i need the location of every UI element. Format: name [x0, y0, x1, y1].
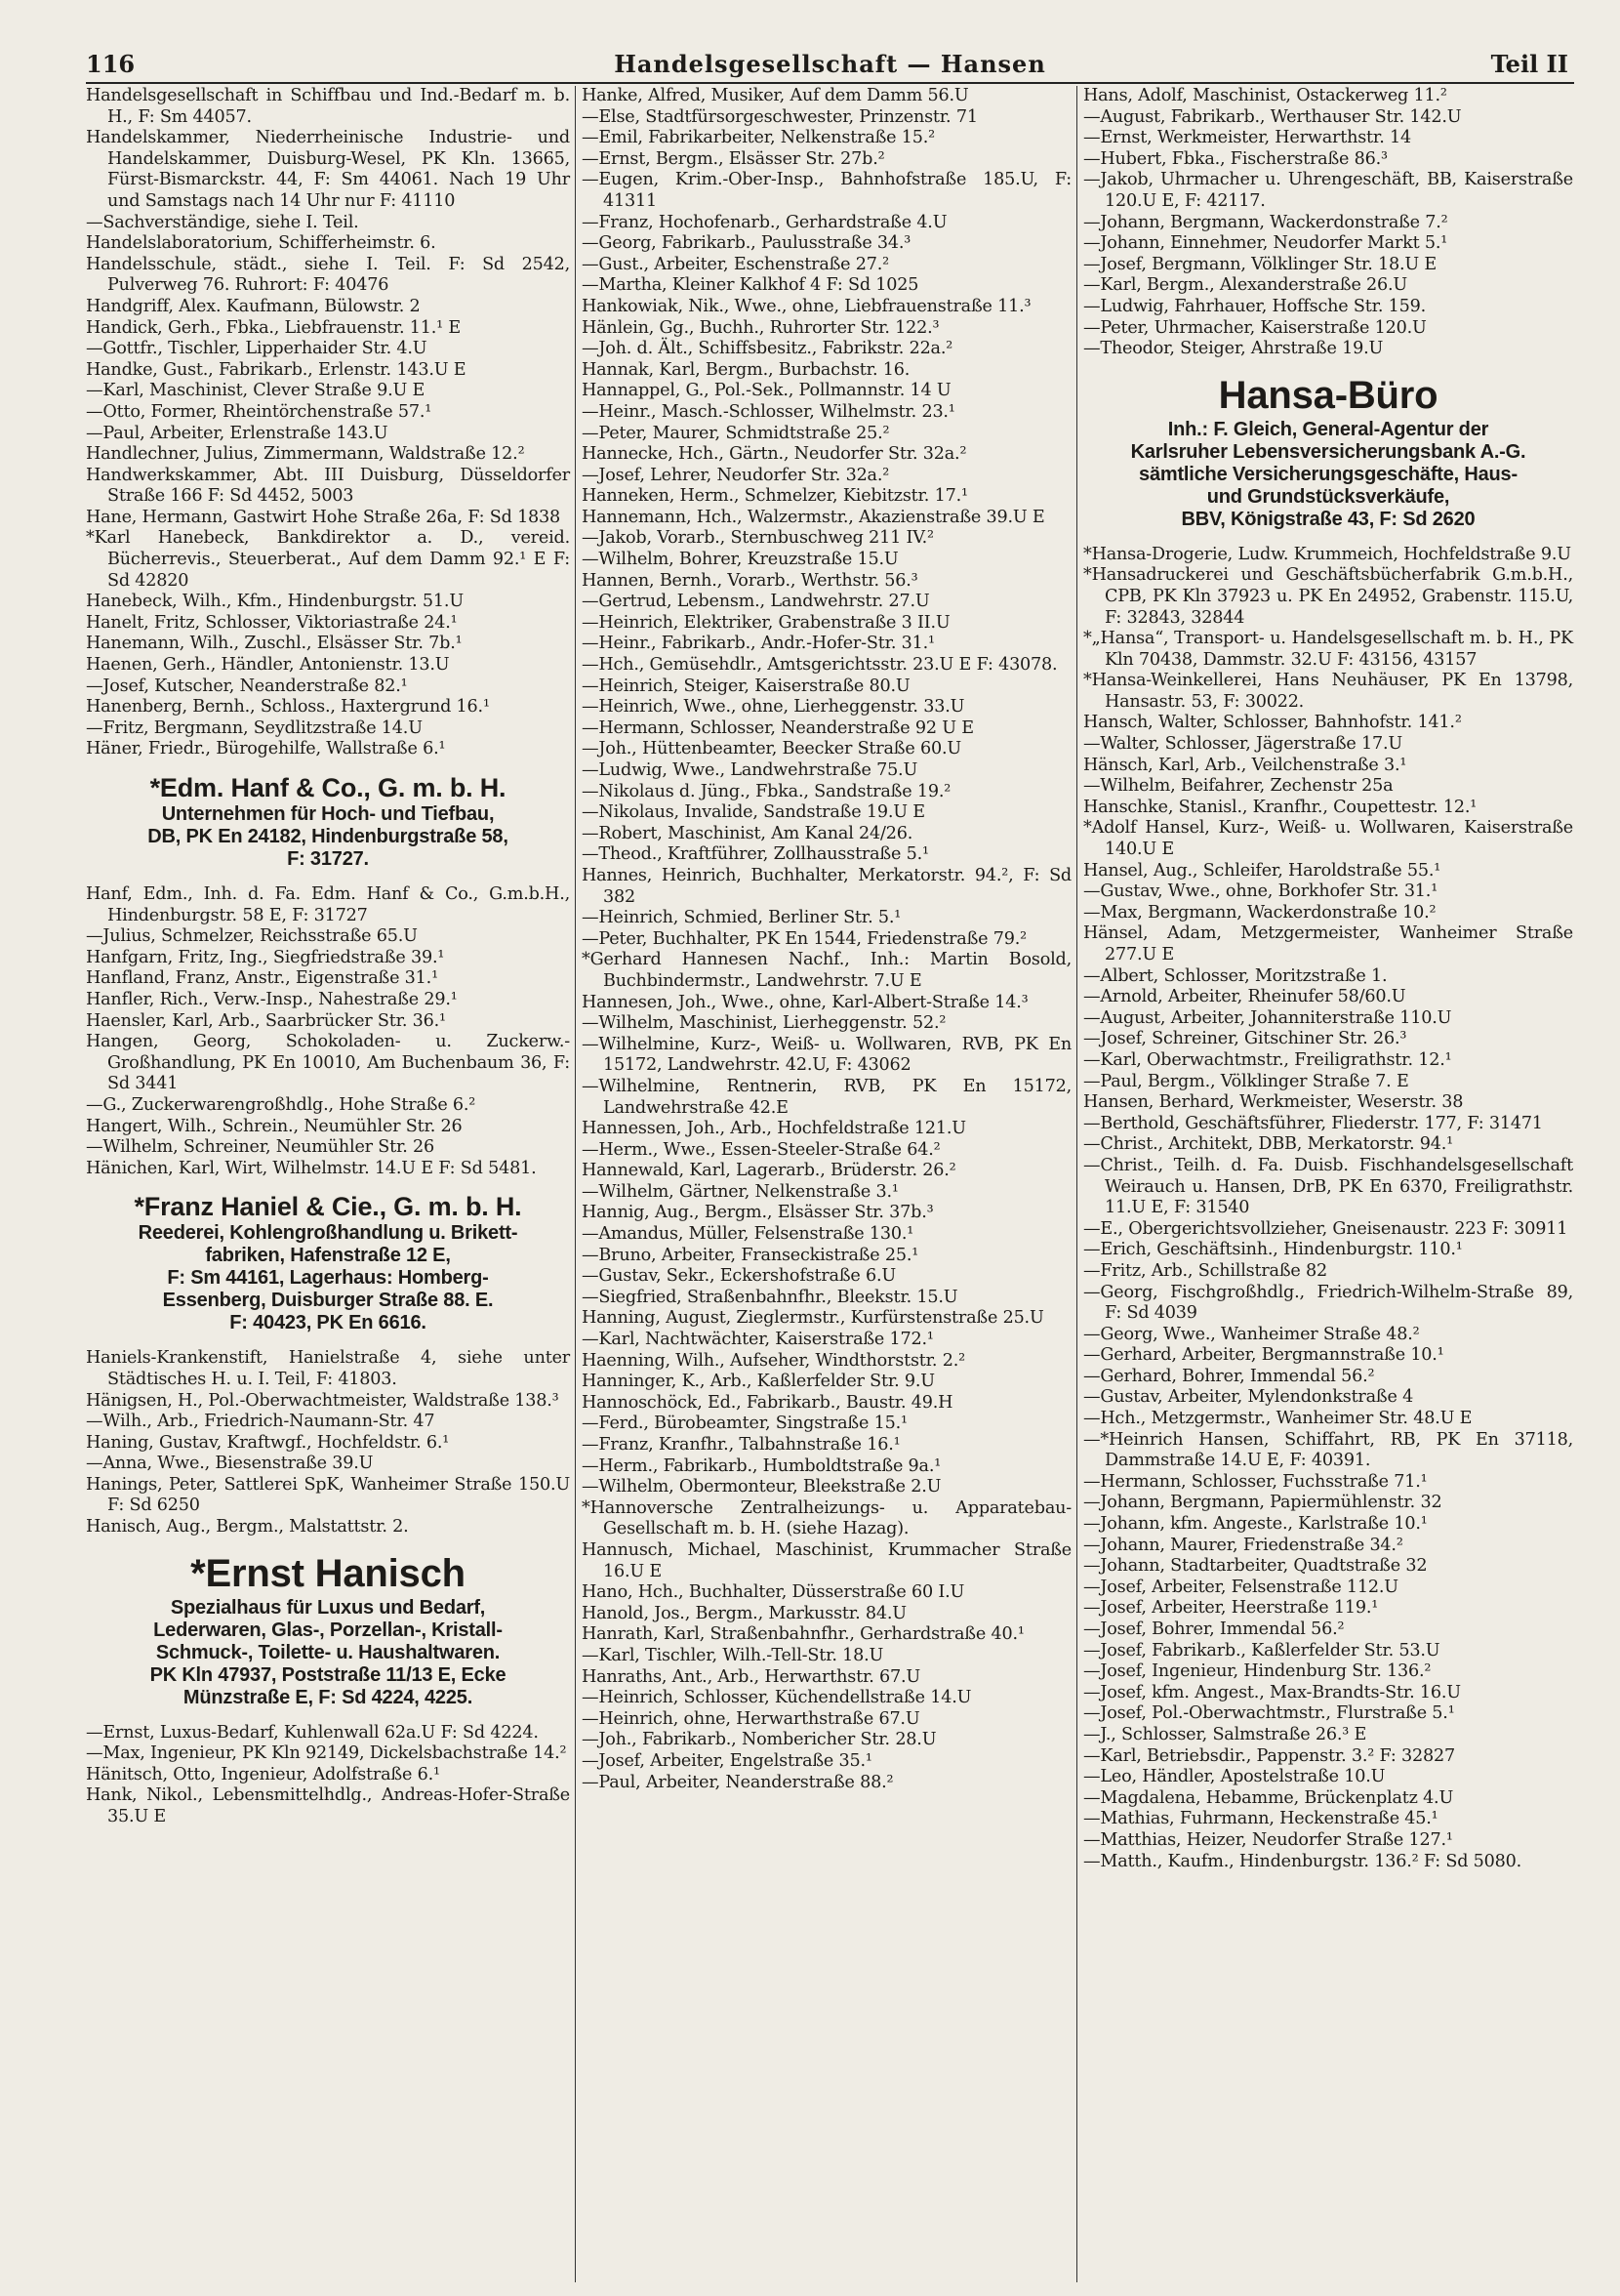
column-divider: [1076, 86, 1077, 2282]
advertisement-line: Schmuck-, Toilette- u. Haushaltwaren.: [155, 1641, 501, 1663]
directory-entry: Handwerkskammer, Abt. III Duisburg, Düsseldorfer Straße 166 F: Sd 4452, 5003: [86, 465, 570, 507]
directory-entry: —Wilhelm, Obermonteur, Bleekstraße 2.U: [582, 1477, 942, 1497]
directory-entry: Hannes, Heinrich, Buchhalter, Merkatorstr. 94.², F: Sd 382: [582, 865, 1072, 907]
directory-entry: *Hansa-Drogerie, Ludw. Krummeich, Hochfeldstraße 9.U: [1083, 544, 1571, 564]
directory-entry: —Josef, Pol.-Oberwachtmstr., Flurstraße 5.¹: [1083, 1703, 1455, 1724]
directory-entry: Hannoschöck, Ed., Fabrikarb., Baustr. 49.H: [582, 1392, 953, 1413]
directory-entry: —Arnold, Arbeiter, Rheinufer 58/60.U: [1083, 987, 1406, 1007]
directory-entry: —G., Zuckerwarengroßhdlg., Hohe Straße 6.²: [86, 1094, 476, 1115]
directory-entry: —Siegfried, Straßenbahnfhr., Bleekstr. 15.U: [582, 1287, 958, 1307]
directory-entry: —Gustav, Sekr., Eckershofstraße 6.U: [582, 1266, 896, 1287]
directory-entry: Hanke, Alfred, Musiker, Auf dem Damm 56.U: [582, 86, 969, 105]
directory-entry: —Walter, Schlosser, Jägerstraße 17.U: [1083, 734, 1402, 755]
directory-entry: —Karl, Betriebsdir., Pappenstr. 3.² F: 32827: [1083, 1745, 1456, 1766]
directory-entry: Hanschke, Stanisl., Kranfhr., Coupettestr. 12.¹: [1083, 797, 1478, 817]
directory-entry: Hanemann, Wilh., Zuschl., Elsässer Str. 7b.¹: [86, 634, 463, 654]
directory-entry: Handelslaboratorium, Schifferheimstr. 6.: [86, 233, 436, 254]
directory-entry: —Josef, Bergmann, Völklinger Str. 18.U E: [1083, 254, 1438, 274]
directory-entry: Hänitsch, Otto, Ingenieur, Adolfstraße 6.¹: [86, 1764, 440, 1784]
directory-entry: —Josef, Arbeiter, Heerstraße 119.¹: [1083, 1598, 1379, 1619]
directory-entry: —Johann, Bergmann, Wackerdonstraße 7.²: [1083, 212, 1448, 232]
directory-entry: —Johann, Bergmann, Papiermühlenstr. 32: [1083, 1493, 1442, 1513]
directory-entry: —Max, Ingenieur, PK Kln 92149, Dickelsbachstraße 14.²: [86, 1743, 567, 1764]
advertisement-line: Essenberg, Duisburger Straße 88. E.: [162, 1290, 494, 1312]
directory-entry: Hano, Hch., Buchhalter, Düsserstraße 60 I.U: [582, 1582, 965, 1603]
directory-entry: —Wilhelm, Gärtner, Nelkenstraße 3.¹: [582, 1181, 899, 1202]
directory-entry: —Wilhelm, Maschinist, Lierheggenstr. 52.²: [582, 1013, 947, 1034]
directory-entry: —Karl, Tischler, Wilh.-Tell-Str. 18.U: [582, 1645, 884, 1665]
directory-entry: —Georg, Wwe., Wanheimer Straße 48.²: [1083, 1324, 1420, 1344]
directory-entry: Hannig, Aug., Bergm., Elsässer Str. 37b.³: [582, 1203, 934, 1223]
directory-entry: —Gottfr., Tischler, Lipperhaider Str. 4.U: [86, 339, 427, 359]
directory-entry: —Sachverständige, siehe I. Teil.: [86, 212, 359, 232]
advertisement-line: F: 31727.: [287, 848, 369, 870]
directory-entry: —Johann, kfm. Angeste., Karlstraße 10.¹: [1083, 1514, 1428, 1535]
directory-entry: Hannappel, G., Pol.-Sek., Pollmannstr. 14 U: [582, 381, 952, 401]
directory-entry: —Georg, Fischgroßhdlg., Friedrich-Wilhelm-Straße 89, F: Sd 4039: [1083, 1282, 1573, 1324]
directory-entry: Haning, Gustav, Kraftwgf., Hochfeldstr. 6.¹: [86, 1432, 450, 1453]
directory-entry: Hangen, Georg, Schokoladen- u. Zuckerw.-Großhandlung, PK En 10010, Am Buchenbaum 36, F: Sd 3441: [86, 1032, 570, 1094]
directory-entry: *Hansa-Weinkellerei, Hans Neuhäuser, PK En 13798, Hansastr. 53, F: 30022.: [1083, 671, 1573, 712]
directory-entry: —Matthias, Heizer, Neudorfer Straße 127.¹: [1083, 1829, 1453, 1850]
directory-entry: —Max, Bergmann, Wackerdonstraße 10.²: [1083, 902, 1437, 922]
directory-entry: Handgriff, Alex. Kaufmann, Bülowstr. 2: [86, 296, 421, 316]
directory-entry: *Hannoversche Zentralheizungs- u. Apparatebau-Gesellschaft m. b. H. (siehe Hazag).: [582, 1497, 1072, 1539]
directory-entry: —J., Schlosser, Salmstraße 26.³ E: [1083, 1724, 1367, 1744]
directory-entry: *Hansadruckerei und Geschäftsbücherfabrik G.m.b.H., CPB, PK Kln 37923 u. PK En 24952, Grabenstr. 115.U, F: 32843, 32844: [1083, 565, 1573, 628]
directory-entry: Hannemann, Hch., Walzermstr., Akazienstraße 39.U E: [582, 507, 1045, 527]
directory-column-1: [86, 86, 570, 1828]
directory-entry: *Karl Hanebeck, Bankdirektor a. D., vereid. Bücherrevis., Steuerberat., Auf dem Damm 92.¹ E F: Sd 42820: [86, 528, 570, 591]
directory-entry: —Paul, Arbeiter, Neanderstraße 88.²: [582, 1772, 894, 1792]
advertisement-line: PK Kln 47937, Poststraße 11/13 E, Ecke: [149, 1663, 506, 1686]
directory-entry: —Georg, Fabrikarb., Paulusstraße 34.³: [582, 233, 911, 254]
directory-entry: Hanninger, K., Arb., Kaßlerfelder Str. 9.U: [582, 1372, 935, 1392]
directory-entry: —Eugen, Krim.-Ober-Insp., Bahnhofstraße 185.U, F: 41311: [582, 170, 1072, 211]
directory-entry: —Theod., Kraftführer, Zollhausstraße 5.¹: [582, 844, 929, 865]
directory-entry: Haenning, Wilh., Aufseher, Windthorststr. 2.²: [582, 1350, 965, 1371]
column-divider: [575, 86, 576, 2282]
directory-entry: *Adolf Hansel, Kurz-, Weiß- u. Wollwaren, Kaiserstraße 140.U E: [1083, 818, 1573, 860]
directory-entry: —Hch., Metzgermstr., Wanheimer Str. 48.U E: [1083, 1409, 1473, 1429]
directory-entry: —Albert, Schlosser, Moritzstraße 1.: [1083, 965, 1388, 986]
directory-entry: Hangert, Wilh., Schrein., Neumühler Str. 26: [86, 1116, 463, 1136]
directory-entry: Handlechner, Julius, Zimmermann, Waldstraße 12.²: [86, 444, 525, 465]
directory-entry: —Heinrich, Steiger, Kaiserstraße 80.U: [582, 676, 911, 696]
advertisement-line: Inh.: F. Gleich, General-Agentur der: [1167, 418, 1489, 440]
directory-entry: —Johann, Einnehmer, Neudorfer Markt 5.¹: [1083, 233, 1448, 254]
directory-entry: Hanisch, Aug., Bergm., Malstattstr. 2.: [86, 1517, 409, 1538]
directory-entry: Handick, Gerh., Fbka., Liebfrauenstr. 11.¹ E: [86, 317, 462, 338]
directory-entry: —*Heinrich Hansen, Schiffahrt, RB, PK En 37118, Dammstraße 14.U E, F: 40391.: [1083, 1429, 1573, 1471]
directory-entry: —Joh., Fabrikarb., Nombericher Str. 28.U: [582, 1730, 937, 1750]
directory-entry: —Karl, Bergm., Alexanderstraße 26.U: [1083, 275, 1408, 296]
directory-entry: —Franz, Kranfhr., Talbahnstraße 16.¹: [582, 1435, 901, 1455]
directory-entry: —Paul, Arbeiter, Erlenstraße 143.U: [86, 423, 388, 443]
directory-entry: —Josef, Lehrer, Neudorfer Str. 32a.²: [582, 465, 890, 485]
directory-entry: Hänlein, Gg., Buchh., Ruhrorter Str. 122.³: [582, 317, 940, 338]
directory-entry: Hans, Adolf, Maschinist, Ostackerweg 11.²: [1083, 86, 1447, 105]
advertisement-line: Unternehmen für Hoch- und Tiefbau,: [161, 803, 495, 825]
advertisement-title: Hansa-Büro: [1218, 373, 1438, 417]
directory-entry: —Josef, Bohrer, Immendal 56.²: [1083, 1620, 1345, 1639]
directory-entry: —Christ., Teilh. d. Fa. Duisb. Fischhandelsgesellschaft Weirauch u. Hansen, DrB, PK En 6370, Freiligrathstr. 11.U E, F: 31540: [1083, 1155, 1573, 1218]
directory-entry: Handelsgesellschaft in Schiffbau und Ind.-Bedarf m. b. H., F: Sm 44057.: [86, 86, 570, 127]
directory-entry: —Gerhard, Arbeiter, Bergmannstraße 10.¹: [1083, 1345, 1444, 1366]
advertisement-block: [86, 1191, 570, 1334]
directory-entry: *Gerhard Hannesen Nachf., Inh.: Martin Bosold, Buchbindermstr., Landwehrstr. 7.U E: [582, 950, 1072, 991]
directory-entry: Hankowiak, Nik., Wwe., ohne, Liebfrauenstraße 11.³: [582, 296, 1032, 316]
directory-entry: Hank, Nikol., Lebensmittelhdlg., Andreas-Hofer-Straße 35.U E: [86, 1785, 570, 1827]
directory-entry: —Josef, Ingenieur, Hindenburg Str. 136.²: [1083, 1661, 1432, 1682]
advertisement-line: Münzstraße E, F: Sd 4224, 4225.: [182, 1686, 473, 1708]
advertisement-line: sämtliche Versicherungsgeschäfte, Haus-: [1139, 463, 1518, 485]
directory-entry: —Robert, Maschinist, Am Kanal 24/26.: [582, 823, 913, 843]
directory-entry: —Else, Stadtfürsorgeschwester, Prinzenstr. 71: [582, 106, 978, 127]
directory-entry: —E., Obergerichtsvollzieher, Gneisenaustr. 223 F: 30911: [1083, 1218, 1568, 1239]
advertisement-line: fabriken, Hafenstraße 12 E,: [205, 1245, 451, 1267]
directory-entry: Handke, Gust., Fabrikarb., Erlenstr. 143.U E: [86, 359, 466, 380]
directory-entry: —Wilhelm, Beifahrer, Zechenstr 25a: [1083, 776, 1394, 797]
advertisement-line: Lederwaren, Glas-, Porzellan-, Kristall-: [153, 1619, 503, 1641]
directory-entry: —Wilhelm, Schreiner, Neumühler Str. 26: [86, 1137, 435, 1158]
directory-entry: Hannen, Bernh., Vorarb., Werthstr. 56.³: [582, 570, 918, 591]
directory-entry: —Josef, Arbeiter, Engelstraße 35.¹: [582, 1750, 872, 1771]
directory-entry: —Mathias, Fuhrmann, Heckenstraße 45.¹: [1083, 1809, 1438, 1829]
directory-entry: —Hch., Gemüsehdlr., Amtsgerichtsstr. 23.U E F: 43078.: [582, 655, 1058, 676]
running-title: Handelsgesellschaft — Hansen: [614, 50, 1046, 78]
directory-entry: Hannusch, Michael, Maschinist, Krummacher Straße 16.U E: [582, 1539, 1072, 1581]
directory-entry: —Josef, Arbeiter, Felsenstraße 112.U: [1083, 1577, 1398, 1597]
directory-entry: —August, Fabrikarb., Werthauser Str. 142.U: [1083, 106, 1462, 127]
directory-entry: Hansen, Berhard, Werkmeister, Weserstr. 38: [1083, 1092, 1464, 1113]
directory-entry: —Fritz, Arb., Schillstraße 82: [1083, 1260, 1327, 1281]
directory-entry: —Nikolaus, Invalide, Sandstraße 19.U E: [582, 802, 925, 823]
directory-entry: —Gerhard, Bohrer, Immendal 56.²: [1083, 1366, 1375, 1386]
directory-entry: —Fritz, Bergmann, Seydlitzstraße 14.U: [86, 718, 423, 738]
directory-entry: —Wilhelmine, Rentnerin, RVB, PK En 15172, Landwehrstraße 42.E: [582, 1076, 1072, 1118]
directory-entry: —Josef, Kutscher, Neanderstraße 82.¹: [86, 676, 408, 696]
directory-entry: Hanold, Jos., Bergm., Markusstr. 84.U: [582, 1603, 907, 1623]
directory-entry: —Anna, Wwe., Biesenstraße 39.U: [86, 1454, 374, 1474]
directory-entry: Haniels-Krankenstift, Hanielstraße 4, siehe unter Städtisches H. u. I. Teil, F: 41803.: [86, 1348, 570, 1389]
directory-entry: —Franz, Hochofenarb., Gerhardstraße 4.U: [582, 212, 948, 232]
directory-entry: Handelsschule, städt., siehe I. Teil. F: Sd 2542, Pulverweg 76. Ruhrort: F: 40476: [86, 254, 570, 296]
directory-entry: —Paul, Bergm., Völklinger Straße 7. E: [1083, 1071, 1409, 1091]
directory-entry: —Karl, Nachtwächter, Kaiserstraße 172.¹: [582, 1330, 934, 1350]
directory-entry: —Heinrich, Schlosser, Küchendellstraße 14.U: [582, 1688, 972, 1708]
directory-entry: —Ernst, Luxus-Bedarf, Kuhlenwall 62a.U F: Sd 4224.: [86, 1722, 539, 1742]
directory-entry: —Josef, Schreiner, Gitschiner Str. 26.³: [1083, 1029, 1407, 1049]
directory-entry: —Heinr., Fabrikarb., Andr.-Hofer-Str. 31.¹: [582, 634, 935, 654]
directory-entry: —Christ., Architekt, DBB, Merkatorstr. 94.¹: [1083, 1134, 1454, 1155]
advertisement-line: BBV, Königstraße 43, F: Sd 2620: [1181, 508, 1476, 530]
directory-column-3: [1083, 86, 1573, 1872]
directory-entry: —Gust., Arbeiter, Eschenstraße 27.²: [582, 254, 890, 274]
advertisement-line: F: 40423, PK En 6616.: [229, 1312, 426, 1334]
directory-entry: —Erich, Geschäftsinh., Hindenburgstr. 110.¹: [1083, 1240, 1463, 1260]
directory-entry: Hannewald, Karl, Lagerarb., Brüderstr. 26.²: [582, 1161, 956, 1181]
directory-entry: Hane, Hermann, Gastwirt Hohe Straße 26a, F: Sd 1838: [86, 507, 561, 527]
directory-entry: Hänsel, Adam, Metzgermeister, Wanheimer Straße 277.U E: [1083, 923, 1573, 964]
directory-entry: —Nikolaus d. Jüng., Fbka., Sandstraße 19.²: [582, 781, 952, 801]
directory-entry: Hanf, Edm., Inh. d. Fa. Edm. Hanf & Co., G.m.b.H., Hindenburgstr. 58 E, F: 31727: [86, 884, 570, 925]
page-header: [86, 43, 1574, 84]
directory-entry: Hanfler, Rich., Verw.-Insp., Nahestraße 29.¹: [86, 989, 458, 1009]
directory-column-2: [582, 86, 1072, 1793]
directory-entry: —Matth., Kaufm., Hindenburgstr. 136.² F: Sd 5080.: [1083, 1851, 1522, 1871]
directory-entry: Hanraths, Ant., Arb., Herwarthstr. 67.U: [582, 1666, 921, 1687]
directory-entry: Haenen, Gerh., Händler, Antonienstr. 13.U: [86, 655, 450, 676]
directory-entry: —Peter, Maurer, Schmidtstraße 25.²: [582, 423, 890, 443]
directory-entry: —Heinrich, ohne, Herwarthstraße 67.U: [582, 1708, 920, 1729]
directory-entry: Hansch, Walter, Schlosser, Bahnhofstr. 141.²: [1083, 713, 1462, 733]
directory-entry: Hanrath, Karl, Straßenbahnfhr., Gerhardstraße 40.¹: [582, 1624, 1025, 1645]
directory-entry: Hannesen, Joh., Wwe., ohne, Karl-Albert-Straße 14.³: [582, 992, 1029, 1012]
directory-entry: —Josef, kfm. Angest., Max-Brandts-Str. 16.U: [1083, 1682, 1461, 1702]
directory-entry: Hanfgarn, Fritz, Ing., Siegfriedstraße 39.¹: [86, 947, 445, 967]
advertisement-block: [86, 772, 570, 871]
directory-entry: Hansel, Aug., Schleifer, Haroldstraße 55.¹: [1083, 860, 1441, 881]
directory-entry: —Ferd., Bürobeamter, Singstraße 15.¹: [582, 1414, 908, 1434]
directory-entry: —Ernst, Bergm., Elsässer Str. 27b.²: [582, 148, 885, 169]
directory-entry: —Amandus, Müller, Felsenstraße 130.¹: [582, 1224, 914, 1245]
directory-entry: —Magdalena, Hebamme, Brückenplatz 4.U: [1083, 1787, 1454, 1808]
directory-entry: Hannessen, Joh., Arb., Hochfeldstraße 121.U: [582, 1119, 966, 1139]
directory-entry: —Julius, Schmelzer, Reichsstraße 65.U: [86, 926, 418, 947]
directory-entry: *„Hansa“, Transport- u. Handelsgesellschaft m. b. H., PK Kln 70438, Dammstr. 32.U F: 43156, 43157: [1083, 629, 1573, 670]
advertisement-line: DB, PK En 24182, Hindenburgstraße 58,: [147, 826, 508, 847]
directory-entry: —Ludwig, Wwe., Landwehrstraße 75.U: [582, 760, 918, 780]
directory-entry: —Gustav, Arbeiter, Mylendonkstraße 4: [1083, 1387, 1414, 1408]
directory-entry: —Otto, Former, Rheintörchenstraße 57.¹: [86, 401, 432, 422]
directory-entry: —Peter, Buchhalter, PK En 1544, Friedenstraße 79.²: [582, 928, 1027, 949]
directory-entry: —Theodor, Steiger, Ahrstraße 19.U: [1083, 339, 1384, 359]
directory-entry: —August, Arbeiter, Johanniterstraße 110.U: [1083, 1007, 1452, 1028]
advertisement-title: *Franz Haniel & Cie., G. m. b. H.: [134, 1192, 522, 1222]
directory-entry: —Joh., Hüttenbeamter, Beecker Straße 60.U: [582, 739, 961, 759]
part-label: Teil II: [1490, 50, 1568, 78]
directory-entry: Haensler, Karl, Arb., Saarbrücker Str. 36.¹: [86, 1010, 446, 1031]
directory-entry: —Herm., Wwe., Essen-Steeler-Straße 64.²: [582, 1139, 941, 1160]
directory-entry: —Wilhelm, Bohrer, Kreuzstraße 15.U: [582, 550, 899, 570]
directory-entry: —Heinrich, Schmied, Berliner Str. 5.¹: [582, 908, 902, 928]
directory-entry: —Ernst, Werkmeister, Herwarthstr. 14: [1083, 128, 1411, 148]
directory-entry: —Peter, Uhrmacher, Kaiserstraße 120.U: [1083, 317, 1427, 338]
directory-entry: —Leo, Händler, Apostelstraße 10.U: [1083, 1767, 1386, 1787]
directory-entry: —Wilhelmine, Kurz-, Weiß- u. Wollwaren, RVB, PK En 15172, Landwehrstr. 42.U, F: 43062: [582, 1034, 1072, 1076]
page-number: 116: [86, 50, 136, 78]
directory-entry: Hannecke, Hch., Gärtn., Neudorfer Str. 32a.²: [582, 444, 967, 465]
directory-entry: Handelskammer, Niederrheinische Industrie- und Handelskammer, Duisburg-Wesel, PK Kln. 13665, Fürst-Bismarckstr. 44, F: Sm 44061. Nach 19 Uhr und Samstags nach 14 Uhr nur F: 41110: [86, 128, 570, 211]
directory-entry: Hanning, August, Zieglermstr., Kurfürstenstraße 25.U: [582, 1308, 1044, 1329]
directory-entry: —Johann, Stadtarbeiter, Quadtstraße 32: [1083, 1556, 1428, 1577]
directory-entry: Hänigsen, H., Pol.-Oberwachtmeister, Waldstraße 138.³: [86, 1390, 559, 1411]
directory-entry: —Herm., Fabrikarb., Humboldtstraße 9a.¹: [582, 1456, 942, 1476]
directory-entry: Häner, Friedr., Bürogehilfe, Wallstraße 6.¹: [86, 739, 446, 759]
directory-entry: —Josef, Fabrikarb., Kaßlerfelder Str. 53.U: [1083, 1640, 1440, 1660]
directory-entry: Hanneken, Herm., Schmelzer, Kiebitzstr. 17.¹: [582, 486, 968, 507]
directory-entry: —Bruno, Arbeiter, Franseckistraße 25.¹: [582, 1245, 919, 1265]
directory-entry: —Heinr., Masch.-Schlosser, Wilhelmstr. 23.¹: [582, 401, 955, 422]
advertisement-line: Reederei, Kohlengroßhandlung u. Brikett-: [138, 1222, 518, 1245]
directory-entry: —Berthold, Geschäftsführer, Fliederstr. 177, F: 31471: [1083, 1113, 1543, 1133]
directory-entry: —Jakob, Uhrmacher u. Uhrengeschäft, BB, Kaiserstraße 120.U E, F: 42117.: [1083, 170, 1573, 211]
directory-entry: —Joh. d. Ält., Schiffsbesitz., Fabrikstr. 22a.²: [582, 339, 953, 359]
advertisement-title: *Edm. Hanf & Co., G. m. b. H.: [149, 773, 506, 802]
advertisement-line: F: Sm 44161, Lagerhaus: Homberg-: [167, 1267, 489, 1290]
advertisement-block: [86, 1550, 570, 1709]
advertisement-block: [1083, 372, 1573, 531]
advertisement-line: Karlsruher Lebensversicherungsbank A.-G.: [1130, 440, 1526, 463]
advertisement-title: *Ernst Hanisch: [190, 1551, 466, 1595]
directory-entry: —Johann, Maurer, Friedenstraße 34.²: [1083, 1535, 1403, 1555]
directory-entry: —Heinrich, Wwe., ohne, Lierheggenstr. 33.U: [582, 697, 965, 718]
advertisement-line: Spezialhaus für Luxus und Bedarf,: [170, 1596, 486, 1619]
directory-entry: Hanelt, Fritz, Schlosser, Viktoriastraße 24.¹: [86, 612, 458, 633]
advertisement-line: und Grundstücksverkäufe,: [1206, 485, 1450, 508]
directory-entry: —Gertrud, Lebensm., Landwehrstr. 27.U: [582, 592, 930, 612]
directory-entry: Hänichen, Karl, Wirt, Wilhelmstr. 14.U E F: Sd 5481.: [86, 1158, 537, 1178]
directory-entry: —Gustav, Wwe., ohne, Borkhofer Str. 31.¹: [1083, 882, 1438, 902]
directory-entry: Hanfland, Franz, Anstr., Eigenstraße 31.¹: [86, 968, 438, 989]
directory-entry: —Hermann, Schlosser, Fuchsstraße 71.¹: [1083, 1471, 1428, 1492]
directory-entry: —Emil, Fabrikarbeiter, Nelkenstraße 15.²: [582, 128, 935, 148]
directory-entry: Hanebeck, Wilh., Kfm., Hindenburgstr. 51.U: [86, 592, 464, 612]
directory-entry: Hannak, Karl, Bergm., Burbachstr. 16.: [582, 359, 911, 380]
directory-entry: Hanenberg, Bernh., Schloss., Haxtergrund 16.¹: [86, 697, 490, 718]
directory-entry: —Ludwig, Fahrhauer, Hoffsche Str. 159.: [1083, 296, 1427, 316]
directory-entry: —Karl, Oberwachtmstr., Freiligrathstr. 12.¹: [1083, 1049, 1452, 1070]
directory-entry: —Hubert, Fbka., Fischerstraße 86.³: [1083, 148, 1388, 169]
directory-entry: Hänsch, Karl, Arb., Veilchenstraße 3.¹: [1083, 755, 1407, 775]
directory-entry: Hanings, Peter, Sattlerei SpK, Wanheimer Straße 150.U F: Sd 6250: [86, 1474, 570, 1516]
directory-entry: —Hermann, Schlosser, Neanderstraße 92 U E: [582, 718, 974, 738]
directory-entry: —Karl, Maschinist, Clever Straße 9.U E: [86, 381, 425, 401]
directory-entry: —Wilh., Arb., Friedrich-Naumann-Str. 47: [86, 1412, 435, 1432]
directory-entry: —Martha, Kleiner Kalkhof 4 F: Sd 1025: [582, 275, 919, 296]
directory-entry: —Heinrich, Elektriker, Grabenstraße 3 II.U: [582, 612, 951, 633]
directory-entry: —Jakob, Vorarb., Sternbuschweg 211 IV.²: [582, 528, 934, 549]
